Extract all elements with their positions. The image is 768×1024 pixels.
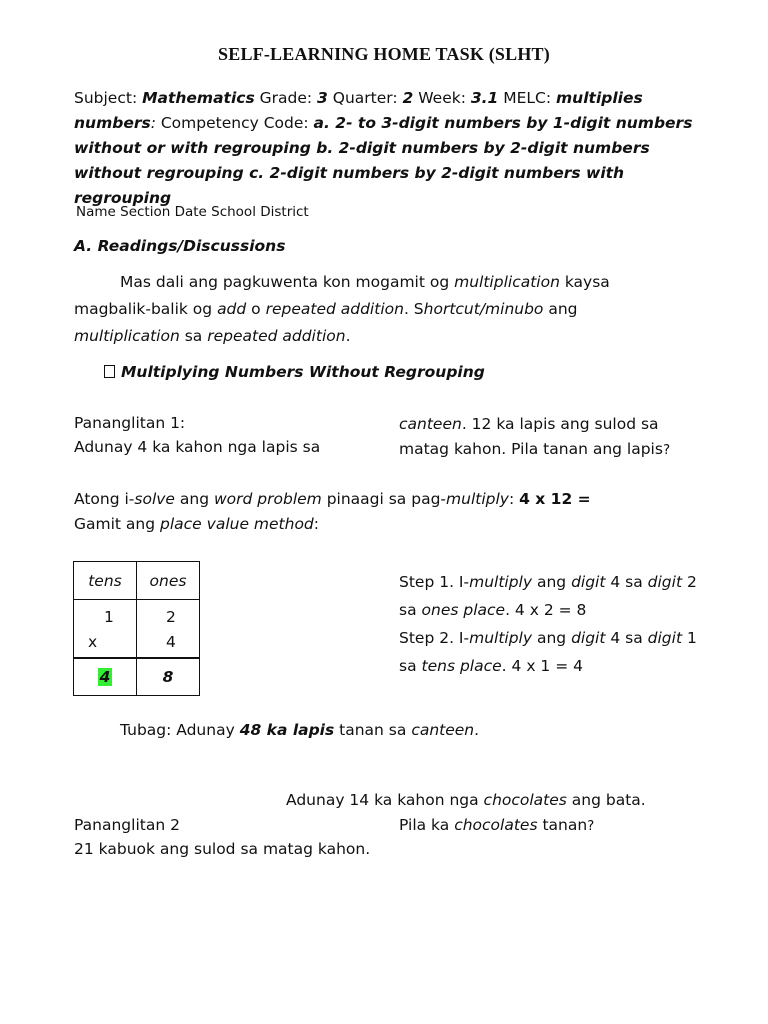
- example-1-right-line-2: matag kahon. Pila tanan ang lapis?: [399, 440, 671, 458]
- solve-line: Atong i-solve ang word problem pinaagi sa pag-multiply: 4 x 12 =: [74, 490, 591, 508]
- header-ones: ones: [137, 562, 200, 600]
- method-line: Gamit ang place value method:: [74, 515, 320, 533]
- reading-line-1: Mas dali ang pagkuwenta kon mogamit og multiplication kaysa: [120, 273, 610, 291]
- melc-value: multiplies numbers: [74, 89, 643, 132]
- name-line: Name Section Date School District: [76, 204, 309, 220]
- heading-without-regrouping: Multiplying Numbers Without Regrouping: [104, 360, 485, 385]
- reading-line-2: magbalik-balik og add o repeated addition. Shortcut/minubo ang: [74, 300, 578, 318]
- ones-bottom-digit: 4: [166, 633, 176, 651]
- example-2-top-line: Adunay 14 ka kahon nga chocolates ang bata.: [286, 791, 646, 809]
- answer-ones-cell: [137, 658, 200, 696]
- reading-line-3: multiplication sa repeated addition.: [74, 327, 351, 345]
- competency-label: Competency Code:: [155, 114, 314, 132]
- quarter-value: 2: [402, 89, 414, 107]
- place-value-table: [73, 561, 200, 696]
- subject-label: Subject:: [74, 89, 143, 107]
- melc-label: MELC:: [498, 89, 557, 107]
- bullet-box-icon: [104, 365, 115, 378]
- section-a-heading: A. Readings/Discussions: [74, 237, 286, 255]
- answer-tens: 4: [99, 667, 111, 686]
- answer-tens-cell: [74, 658, 137, 696]
- grade-value: 3: [317, 89, 328, 107]
- answer-line: Tubag: Adunay 48 ka lapis tanan sa canteen.: [120, 721, 480, 739]
- example-1-label: Pananglitan 1:: [74, 414, 186, 432]
- example-2-right-line: Pila ka chocolates tanan?: [399, 816, 595, 834]
- subject-value: Mathematics: [142, 89, 255, 107]
- times-sign: x: [88, 633, 98, 651]
- tens-top-digit: 1: [104, 608, 114, 626]
- example-2-bottom-line: 21 kabuok ang sulod sa matag kahon.: [74, 840, 371, 858]
- melc-colon: :: [150, 114, 156, 132]
- answer-ones: 8: [162, 667, 174, 686]
- step-2-line-2: sa tens place. 4 x 1 = 4: [399, 657, 583, 675]
- example-1-left-line: Adunay 4 ka kahon nga lapis sa: [74, 438, 321, 456]
- week-label: Week:: [413, 89, 471, 107]
- header-tens: tens: [74, 562, 137, 600]
- step-1-line-2: sa ones place. 4 x 2 = 8: [399, 601, 587, 619]
- week-value: 3.1: [470, 89, 499, 107]
- ones-top-digit: 2: [166, 608, 176, 626]
- ones-cell: [137, 600, 200, 658]
- subject-info: [74, 86, 714, 211]
- document-title: SELF-LEARNING HOME TASK (SLHT): [218, 44, 550, 64]
- grade-label: Grade:: [254, 89, 318, 107]
- step-2-line-1: Step 2. I-multiply ang digit 4 sa digit 1: [399, 629, 697, 647]
- tens-cell: [74, 600, 137, 658]
- quarter-label: Quarter:: [327, 89, 403, 107]
- step-1-line-1: Step 1. I-multiply ang digit 4 sa digit 2: [399, 573, 697, 591]
- competency-value: a. 2- to 3-digit numbers by 1-digit numbers without or with regrouping b. 2-digit numbers by 2-digit numbers without regrouping c. 2-digit numbers by 2-digit numbers with regrouping: [74, 114, 693, 207]
- example-2-label: Pananglitan 2: [74, 816, 180, 834]
- example-1-right-line-1: canteen. 12 ka lapis ang sulod sa: [399, 415, 659, 433]
